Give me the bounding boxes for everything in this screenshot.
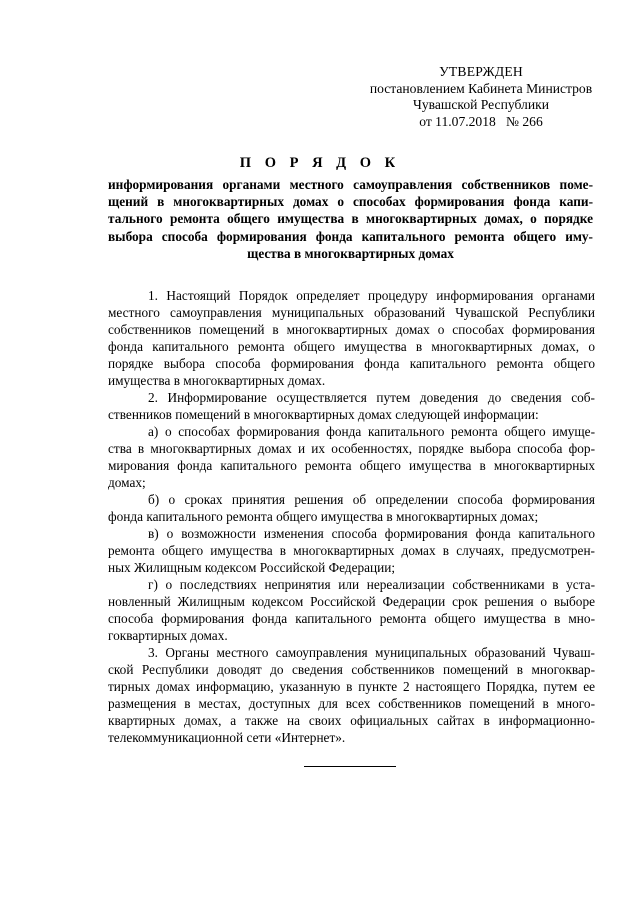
subtitle-line: щений в многоквартирных домах о способах формирования фонда капи- <box>108 194 593 210</box>
body-line: 2. Информирование осуществляется путем доведения до сведения соб- <box>148 390 595 405</box>
body-line: ской Республики доводят до сведения собственников помещений в многоквар- <box>108 662 595 677</box>
approval-line-1: постановлением Кабинета Министров <box>369 80 593 96</box>
approval-heading: УТВЕРЖДЕН <box>439 64 523 79</box>
body-line: квартирных домах, а также на своих официальных сайтах в информационно- <box>108 713 595 728</box>
subtitle-line: щества в многоквартирных домах <box>247 245 454 261</box>
approval-line-3: от 11.07.2018 № 266 <box>419 113 543 129</box>
body-line: тирных домах информацию, указанную в пункте 2 настоящего Порядка, путем ее <box>108 679 595 694</box>
document-title: П О Р Я Д О К <box>239 155 401 171</box>
body-line: новленный Жилищным кодексом Российской Федерации срок решения о выборе <box>108 594 595 609</box>
body-line: 3. Органы местного самоуправления муниципальных образований Чуваш- <box>148 645 595 660</box>
approval-block <box>356 64 606 130</box>
document-body <box>108 287 595 746</box>
body-line: способа формирования фонда капитального ремонта общего имущества в мно- <box>108 611 595 626</box>
body-line: собственников помещений в многоквартирных домах о способах формирования <box>108 322 595 337</box>
body-line: фонда капитального ремонта общего имущества в многоквартирных домах; <box>108 509 539 524</box>
approval-line-2: Чувашской Республики <box>413 97 549 112</box>
body-line: ственников помещений в многоквартирных домах следующей информации: <box>108 407 539 422</box>
body-line: размещения в местах, доступных для всех собственников помещений в много- <box>108 696 595 711</box>
body-line: домах; <box>108 475 146 490</box>
body-line: гоквартирных домах. <box>108 628 228 643</box>
body-line: а) о способах формирования фонда капитального ремонта общего имуще- <box>148 424 595 439</box>
subtitle-line: информирования органами местного самоуправления собственников поме- <box>108 177 593 192</box>
body-line: г) о последствиях непринятия или нереализации собственниками в уста- <box>148 577 595 592</box>
body-line: фонда капитального ремонта общего имущества в многоквартирных домах, о <box>108 339 595 354</box>
body-line: имущества в многоквартирных домах. <box>108 373 326 388</box>
body-line: ных Жилищным кодексом Российской Федерации; <box>108 560 396 575</box>
document-subtitle <box>108 176 593 262</box>
body-line: ства в многоквартирных домах и их особенностях, порядке выбора способа фор- <box>108 441 595 456</box>
body-line: в) о возможности изменения способа формирования фонда капитального <box>148 526 595 541</box>
body-line: местного самоуправления муниципальных образований Чувашской Республики <box>108 305 595 320</box>
body-line: ремонта общего имущества в многоквартирных домах в случаях, предусмотрен- <box>108 543 595 558</box>
body-line: телекоммуникационной сети «Интернет». <box>108 730 346 745</box>
closing-divider <box>304 766 396 767</box>
body-line: мирования фонда капитального ремонта общего имущества в многоквартирных <box>108 458 595 473</box>
subtitle-line: выбора способа формирования фонда капитального ремонта общего иму- <box>108 228 593 244</box>
body-line: 1. Настоящий Порядок определяет процедуру информирования органами <box>148 288 595 303</box>
subtitle-line: тального ремонта общего имущества в многоквартирных домах, о порядке <box>108 211 593 227</box>
body-line: порядке выбора способа формирования фонда капитального ремонта общего <box>108 356 595 371</box>
body-line: б) о сроках принятия решения об определении способа формирования <box>148 492 595 507</box>
